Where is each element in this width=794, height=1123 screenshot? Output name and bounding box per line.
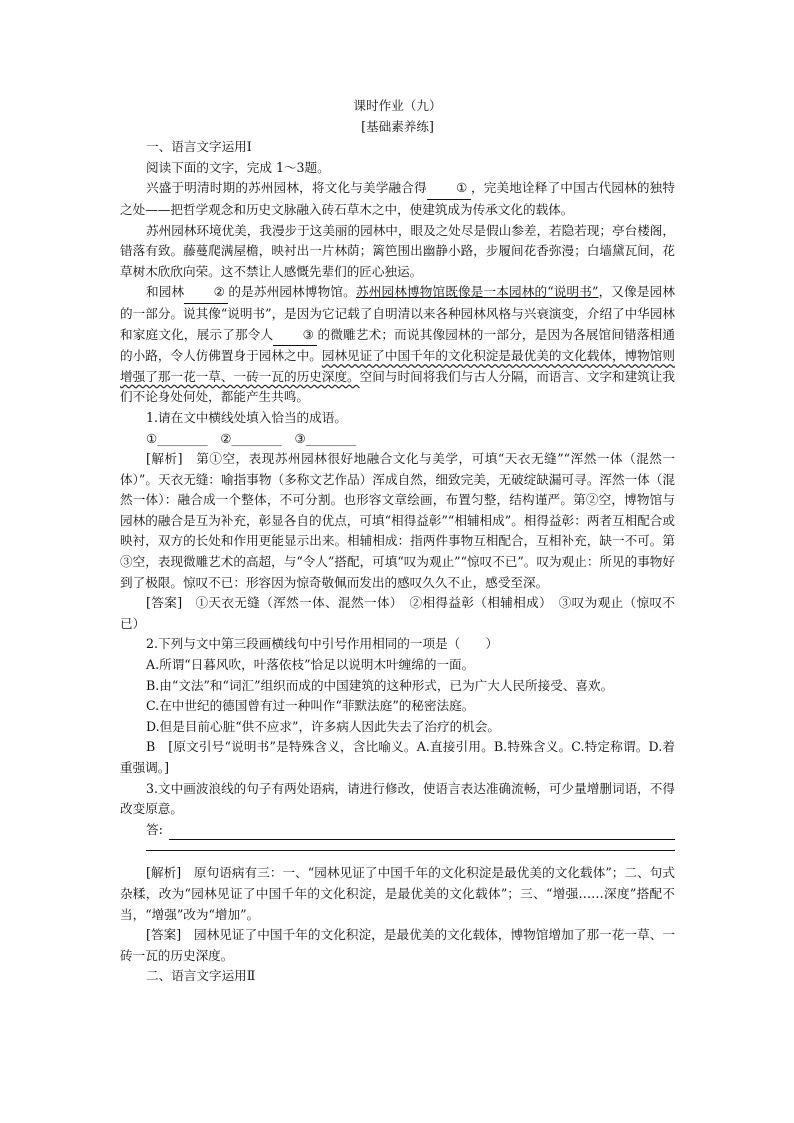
section-heading-1: 一、语言文字运用Ⅰ [146,139,252,155]
answer-tag: [答案] [146,595,183,611]
option-a: A.所谓“日暮风吹，叶落依枝”恰足以说明木叶缠绵的一面。 [146,657,475,673]
passage-text: 和园林 [146,284,185,300]
answer-line [146,840,675,851]
question-1-blanks: ①________ ②________ ③________ [146,430,357,446]
page-subtitle: [基础素养练] [361,118,434,134]
option-b: B.由“文法”和“词汇”组织而成的中国建筑的这种形式，已为广大人民所接受、喜欢。 [146,677,614,693]
answer-prefix: 答: [146,821,163,837]
wavy-underlined-sentence: 园林见证了中国千年的文化积淀是最优美的文化载体，博物馆则增强了那一花一草、一砖一瓦的历史深度。 [120,348,676,384]
answer-label [120,820,675,841]
answer-1 [120,593,675,634]
passage-text: ，又像是园林的一部分。说其像“说明书”，是因为它记载了自明清以来各种园林风格与兴衰演变，介绍了中华园林和家庭文化，展示了那令人 [120,284,676,342]
document-page [120,96,675,987]
passage-text: 的微雕艺术；而说其像园林的一部分，是因为各展馆间错落相通的小路，令人仿佛置身于园林之中。 [120,326,676,364]
underlined-sentence: 苏州园林博物馆既像是一本园林的“说明书” [355,284,599,300]
question-1: 1.请在文中横线处填入恰当的成语。 [146,409,347,425]
analysis-text: 原句语病有三：一、“园林见证了中国千年的文化积淀是最优美的文化载体”；二、句式杂糅，改为“园林见证了中国千年的文化积淀，是最优美的文化载体”；三、“增强……深度”搭配不当，“增强”改为“增加”。 [120,865,675,922]
page-title: 课时作业（九） [353,98,442,113]
analysis-tag: [解析] [146,865,182,881]
answer-line [169,825,675,840]
fill-blank-3: ③ [273,325,317,347]
fill-blank-1: ① [427,178,471,200]
passage-paragraph-3 [120,282,675,408]
answer-2: B [原文引号“说明书”是特殊含义，含比喻义。A.直接引用。B.特殊含义。C.特定称谓。D.着重强调。] [120,739,675,775]
passage-text: 的是苏州园林博物馆。 [228,284,356,300]
section-heading-2: 二、语言文字运用Ⅱ [146,968,256,984]
analysis-1 [120,449,675,593]
answer-3 [120,925,675,966]
passage-text: ，完美地诠释了中国古代园林的独特之处——把哲学观念和历史文脉融入砖石草木之中，使建筑成为传承文化的载体。 [120,180,676,217]
question-2: 2.下列与文中第三段画横线句中引号作用相同的一项是（ ） [146,636,499,652]
passage-paragraph-1 [120,178,675,220]
passage-text: 空间与时间将我们与古人分隔，而语言、文字和建筑让我们不论身处何处，都能产生共鸣。 [120,368,676,405]
passage-paragraph-2: 苏州园林环境优美，我漫步于这美丽的园林中，眼及之处尽是假山参差，若隐若现；亭台楼阁，错落有致。藤蔓爬满屋檐，映衬出一片林荫；篱笆围出幽静小路，步履间花香弥漫；白墙黛瓦间，花草树木欣欣向荣。这不禁让人感慨先辈们的匠心独运。 [120,222,675,279]
answer-text: 园林见证了中国千年的文化积淀，是最优美的文化载体，博物馆增加了那一花一草、一砖一瓦的历史深度。 [120,927,676,963]
analysis-3 [120,863,675,925]
answer-text: ①天衣无缝（浑然一体、混然一体） ②相得益彰（相辅相成） ③叹为观止（惊叹不已） [120,595,676,631]
analysis-text: 第①空，表现苏州园林很好地融合文化与美学，可填“天衣无缝”“浑然一体（混然一体）”。天衣无缝：喻指事物（多称文艺作品）浑成自然，细致完美，无破绽缺漏可寻。浑然一体（混然一体）：融合成一个整体，不可分割。也形容文章绘画，布置匀整，结构谨严。第②空，博物馆与园林的融合是互为补充，彰显各自的优点，可填“相得益彰”“相辅相成”。相得益彰：两者互相配合或映衬，双方的长处和作用更能显示出来。相辅相成：指两件事物互相配合，互相补充，缺一不可。第③空，表现微雕艺术的高超，与“令人”搭配，可填“叹为观止”“惊叹不已”。叹为观止：所见的事物好到了极限。惊叹不已：形容因为惊奇敬佩而发出的感叹久久不止，感受至深。 [120,451,676,590]
passage-text: 兴盛于明清时期的苏州园林，将文化与美学融合得 [146,180,427,196]
fill-blank-2: ② [184,282,228,304]
answer-tag: [答案] [146,927,182,943]
question-3: 3.文中画波浪线的句子有两处语病，请进行修改，使语言表达准确流畅，可少量增删词语，不得改变原意。 [120,780,675,817]
option-c: C.在中世纪的德国曾有过一种叫作“菲默法庭”的秘密法庭。 [146,698,475,714]
analysis-tag: [解析] [146,451,183,467]
reading-intro: 阅读下面的文字，完成 1～3题。 [146,159,330,175]
option-d: D.但是目前心脏“供不应求”，许多病人因此失去了治疗的机会。 [146,718,500,734]
